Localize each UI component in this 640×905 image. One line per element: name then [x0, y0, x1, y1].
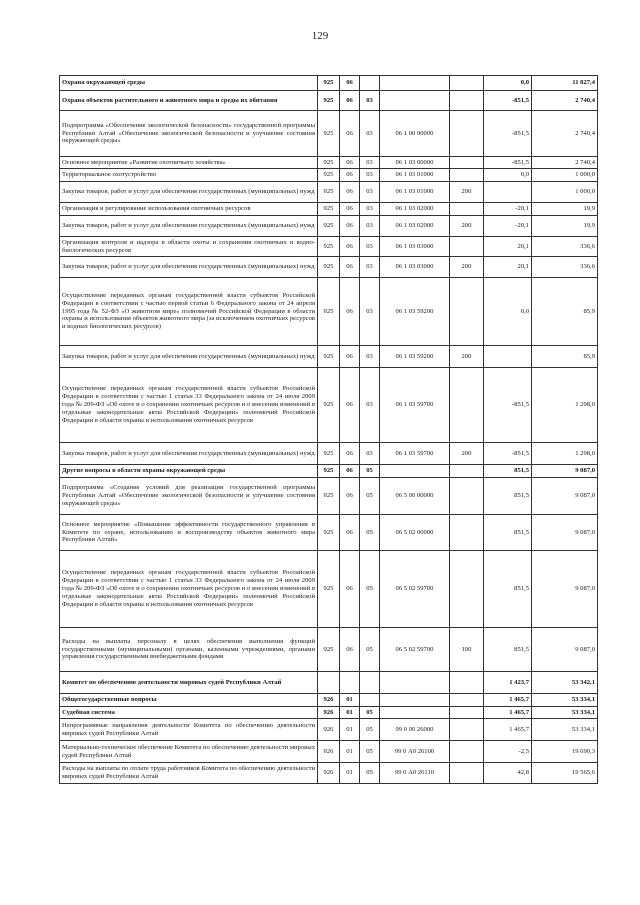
cell-expense-type: [450, 719, 484, 741]
table-row: [60, 278, 598, 346]
cell-total: 2 740,4: [532, 157, 598, 169]
cell-subsection: 03: [360, 237, 380, 257]
cell-section: 06: [340, 257, 360, 278]
cell-section: 06: [340, 216, 360, 237]
cell-target-article: 06 5 02 59700: [380, 628, 450, 672]
cell-change: -20,1: [484, 203, 532, 216]
table-row: [60, 478, 598, 515]
cell-total: 1 298,0: [532, 443, 598, 465]
cell-ministry: 926: [318, 719, 340, 741]
cell-change: [484, 346, 532, 368]
cell-change: -851,5: [484, 157, 532, 169]
cell-section: 06: [340, 278, 360, 346]
cell-change: 851,5: [484, 628, 532, 672]
cell-ministry: 925: [318, 551, 340, 628]
cell-section: 01: [340, 694, 360, 707]
cell-section: 01: [340, 763, 360, 784]
cell-section: 01: [340, 719, 360, 741]
cell-ministry: 925: [318, 346, 340, 368]
table-row: [60, 694, 598, 707]
table-row: [60, 628, 598, 672]
cell-expense-type: [450, 368, 484, 443]
cell-ministry: 926: [318, 741, 340, 763]
cell-change: -2,5: [484, 741, 532, 763]
cell-total: 19 565,6: [532, 763, 598, 784]
cell-name: Закупка товаров, работ и услуг для обеспечения государственных (муниципальных) нужд: [60, 257, 318, 278]
cell-ministry: 925: [318, 203, 340, 216]
cell-total: 9 087,0: [532, 628, 598, 672]
cell-name: Охрана окружающей среды: [60, 76, 318, 91]
cell-subsection: 05: [360, 719, 380, 741]
table-row: [60, 257, 598, 278]
cell-target-article: 06 1 03 59200: [380, 278, 450, 346]
cell-total: 85,9: [532, 278, 598, 346]
cell-expense-type: 100: [450, 628, 484, 672]
cell-change: -851,5: [484, 111, 532, 157]
cell-subsection: 03: [360, 278, 380, 346]
cell-total: 53 342,1: [532, 672, 598, 694]
cell-ministry: 925: [318, 515, 340, 551]
cell-change: -20,1: [484, 216, 532, 237]
cell-expense-type: [450, 76, 484, 91]
cell-subsection: [360, 694, 380, 707]
cell-total: 19,9: [532, 203, 598, 216]
cell-change: 1 465,7: [484, 707, 532, 719]
cell-expense-type: 200: [450, 257, 484, 278]
table-row: [60, 203, 598, 216]
cell-section: 06: [340, 157, 360, 169]
cell-ministry: 925: [318, 111, 340, 157]
cell-subsection: 05: [360, 741, 380, 763]
cell-total: 53 334,1: [532, 707, 598, 719]
cell-change: 0,0: [484, 76, 532, 91]
cell-expense-type: [450, 741, 484, 763]
cell-name: Подпрограмма «Обеспечение экологической безопасности» государственной программы Республики Алтай «Обеспечение экологической безопасности и улучшение состояния окружающей среды»: [60, 111, 318, 157]
table-body: [60, 76, 598, 784]
cell-name: Комитет по обеспечению деятельности мировых судей Республики Алтай: [60, 672, 318, 694]
cell-subsection: 03: [360, 182, 380, 203]
cell-change: 851,5: [484, 478, 532, 515]
cell-subsection: [360, 672, 380, 694]
cell-expense-type: [450, 169, 484, 182]
cell-ministry: 925: [318, 76, 340, 91]
cell-total: 53 334,1: [532, 719, 598, 741]
cell-section: 06: [340, 515, 360, 551]
cell-section: 06: [340, 76, 360, 91]
cell-name: Осуществление переданных органам государственной власти субъектов Российской Федерации в соответствии с частью 1 статьи 33 Федерального закона от 24 июля 2009 года № 209-ФЗ «Об охоте и о сохранении охотничьих ресурсов и о внесении изменений в отдельные законодательные акты Российской Федерации» полномочий Российской Федерации в области охраны и использования охотничьих ресурсов: [60, 551, 318, 628]
cell-subsection: 03: [360, 368, 380, 443]
cell-ministry: 925: [318, 478, 340, 515]
cell-expense-type: 200: [450, 443, 484, 465]
cell-total: 1 298,0: [532, 368, 598, 443]
cell-target-article: 06 5 02 00000: [380, 515, 450, 551]
cell-target-article: 06 1 03 59200: [380, 346, 450, 368]
table-row: [60, 515, 598, 551]
cell-change: [484, 182, 532, 203]
cell-expense-type: [450, 465, 484, 478]
cell-change: -851,5: [484, 91, 532, 111]
cell-subsection: 03: [360, 169, 380, 182]
table-row: [60, 741, 598, 763]
cell-ministry: 926: [318, 707, 340, 719]
table-row: [60, 76, 598, 91]
cell-name: Основное мероприятие «Повышение эффективности государственного управления в Комитете по охране, использованию и воспроизводству объектов животного мира Республики Алтай»: [60, 515, 318, 551]
cell-expense-type: [450, 763, 484, 784]
cell-total: 9 087,0: [532, 465, 598, 478]
cell-change: 0,0: [484, 278, 532, 346]
cell-subsection: 03: [360, 443, 380, 465]
table-row: [60, 216, 598, 237]
cell-total: 19,9: [532, 216, 598, 237]
table-row: [60, 707, 598, 719]
cell-name: Закупка товаров, работ и услуг для обеспечения государственных (муниципальных) нужд: [60, 346, 318, 368]
table-row: [60, 237, 598, 257]
cell-target-article: 99 0 00 26000: [380, 719, 450, 741]
cell-section: 06: [340, 628, 360, 672]
table-row: [60, 763, 598, 784]
cell-change: 851,5: [484, 465, 532, 478]
cell-total: 9 087,0: [532, 515, 598, 551]
cell-expense-type: [450, 91, 484, 111]
cell-target-article: 06 1 03 03000: [380, 237, 450, 257]
cell-total: 9 087,0: [532, 478, 598, 515]
cell-ministry: 925: [318, 182, 340, 203]
cell-name: Организация контроля и надзора в области охоты и сохранения охотничьих и водно-биологических ресурсов: [60, 237, 318, 257]
cell-subsection: 05: [360, 763, 380, 784]
cell-name: Материально-техническое обеспечение Комитета по обеспечению деятельности мировых судей Республики Алтай: [60, 741, 318, 763]
cell-total: 19 690,3: [532, 741, 598, 763]
cell-subsection: 05: [360, 515, 380, 551]
table-row: [60, 157, 598, 169]
cell-name: Охрана объектов растительного и животного мира и среды их обитания: [60, 91, 318, 111]
cell-section: 01: [340, 741, 360, 763]
cell-total: 336,6: [532, 257, 598, 278]
cell-subsection: 03: [360, 111, 380, 157]
cell-section: 06: [340, 465, 360, 478]
cell-name: Закупка товаров, работ и услуг для обеспечения государственных (муниципальных) нужд: [60, 443, 318, 465]
cell-total: 85,9: [532, 346, 598, 368]
table-row: [60, 368, 598, 443]
cell-total: 1 000,0: [532, 182, 598, 203]
cell-target-article: 06 1 00 00000: [380, 111, 450, 157]
cell-subsection: 05: [360, 551, 380, 628]
cell-target-article: 06 1 03 00000: [380, 157, 450, 169]
cell-expense-type: [450, 237, 484, 257]
cell-target-article: 06 1 03 02000: [380, 216, 450, 237]
cell-section: 06: [340, 111, 360, 157]
cell-expense-type: 200: [450, 182, 484, 203]
table-row: [60, 719, 598, 741]
cell-name: Закупка товаров, работ и услуг для обеспечения государственных (муниципальных) нужд: [60, 182, 318, 203]
cell-change: -851,5: [484, 443, 532, 465]
cell-target-article: 06 1 03 01000: [380, 169, 450, 182]
cell-change: 851,5: [484, 515, 532, 551]
cell-change: 1 423,7: [484, 672, 532, 694]
cell-change: 1 465,7: [484, 719, 532, 741]
cell-section: 06: [340, 91, 360, 111]
cell-change: 20,1: [484, 257, 532, 278]
cell-ministry: 926: [318, 763, 340, 784]
cell-ministry: 925: [318, 237, 340, 257]
cell-ministry: 925: [318, 278, 340, 346]
cell-ministry: 925: [318, 169, 340, 182]
cell-subsection: 03: [360, 257, 380, 278]
cell-ministry: 925: [318, 368, 340, 443]
cell-subsection: 03: [360, 216, 380, 237]
cell-expense-type: 200: [450, 346, 484, 368]
table-row: [60, 465, 598, 478]
cell-total: 1 000,0: [532, 169, 598, 182]
cell-expense-type: [450, 278, 484, 346]
cell-name: Подпрограмма «Создание условий для реализации государственной программы Республики Алтай «Обеспечение экологической безопасности и улучшение состояния окружающей среды»: [60, 478, 318, 515]
cell-change: 20,1: [484, 237, 532, 257]
cell-expense-type: [450, 157, 484, 169]
cell-total: 53 334,1: [532, 694, 598, 707]
cell-expense-type: [450, 672, 484, 694]
cell-section: 06: [340, 203, 360, 216]
cell-target-article: [380, 91, 450, 111]
cell-name: Общегосударственные вопросы: [60, 694, 318, 707]
cell-ministry: 925: [318, 628, 340, 672]
cell-target-article: 06 1 03 59700: [380, 368, 450, 443]
cell-target-article: 06 5 00 00000: [380, 478, 450, 515]
cell-total: 11 827,4: [532, 76, 598, 91]
cell-target-article: [380, 707, 450, 719]
cell-name: Судебная система: [60, 707, 318, 719]
cell-section: 06: [340, 182, 360, 203]
cell-name: Территориальное охотустройство: [60, 169, 318, 182]
cell-ministry: 926: [318, 694, 340, 707]
cell-expense-type: 200: [450, 216, 484, 237]
cell-name: Непрограммные направления деятельности Комитета по обеспечению деятельности мировых судей Республики Алтай: [60, 719, 318, 741]
cell-ministry: [318, 672, 340, 694]
cell-target-article: [380, 672, 450, 694]
cell-target-article: 06 1 03 59700: [380, 443, 450, 465]
cell-target-article: [380, 76, 450, 91]
cell-ministry: 925: [318, 257, 340, 278]
cell-total: 2 740,4: [532, 111, 598, 157]
cell-name: Расходы на выплаты по оплате труда работников Комитета по обеспечению деятельности мировых судей Республики Алтай: [60, 763, 318, 784]
table-row: [60, 182, 598, 203]
cell-target-article: 99 0 А0 26100: [380, 741, 450, 763]
cell-expense-type: [450, 478, 484, 515]
cell-target-article: 06 5 02 59700: [380, 551, 450, 628]
cell-change: 0,0: [484, 169, 532, 182]
cell-section: 01: [340, 707, 360, 719]
table-row: [60, 346, 598, 368]
cell-expense-type: [450, 111, 484, 157]
cell-name: Расходы на выплаты персоналу в целях обеспечения выполнения функций государственными (муниципальными) органами, казенными учреждениями, органами управления государственными внебюджетными фондами: [60, 628, 318, 672]
table-row: [60, 672, 598, 694]
cell-section: 06: [340, 169, 360, 182]
cell-expense-type: [450, 707, 484, 719]
cell-ministry: 925: [318, 216, 340, 237]
budget-table: [59, 75, 598, 784]
cell-target-article: 06 1 03 02000: [380, 203, 450, 216]
table-row: [60, 111, 598, 157]
cell-subsection: 05: [360, 707, 380, 719]
cell-name: Другие вопросы в области охраны окружающей среды: [60, 465, 318, 478]
cell-expense-type: [450, 203, 484, 216]
cell-subsection: 03: [360, 203, 380, 216]
cell-target-article: [380, 694, 450, 707]
cell-name: Основное мероприятие «Развитие охотничьего хозяйства»: [60, 157, 318, 169]
cell-section: 06: [340, 237, 360, 257]
cell-name: Закупка товаров, работ и услуг для обеспечения государственных (муниципальных) нужд: [60, 216, 318, 237]
cell-section: 06: [340, 443, 360, 465]
table-row: [60, 169, 598, 182]
cell-expense-type: [450, 551, 484, 628]
cell-subsection: 05: [360, 478, 380, 515]
cell-subsection: 05: [360, 465, 380, 478]
cell-name: Осуществление переданных органам государственной власти субъектов Российской Федерации в соответствии с частью 1 статьи 33 Федерального закона от 24 июля 2009 года № 209-ФЗ «Об охоте и о сохранении охотничьих ресурсов и о внесении изменений в отдельные законодательные акты Российской Федерации» полномочий Российской Федерации в области охраны и использования охотничьих ресурсов: [60, 368, 318, 443]
cell-total: 9 087,0: [532, 551, 598, 628]
cell-section: 06: [340, 346, 360, 368]
cell-subsection: 03: [360, 157, 380, 169]
cell-target-article: 06 1 03 03000: [380, 257, 450, 278]
cell-subsection: [360, 76, 380, 91]
table-row: [60, 443, 598, 465]
cell-section: [340, 672, 360, 694]
cell-ministry: 925: [318, 465, 340, 478]
cell-name: Осуществление переданных органам государственной власти субъектов Российской Федерации в соответствии с частью первой статьи 6 Федерального закона от 24 апреля 1995 года № 52-ФЗ «О животном мире» полномочий Российской Федерации в области охраны и использования объектов животного мира (за исключением охотничьих ресурсов и водных биологических ресурсов): [60, 278, 318, 346]
cell-ministry: 925: [318, 91, 340, 111]
cell-section: 06: [340, 551, 360, 628]
cell-subsection: 03: [360, 346, 380, 368]
cell-change: -851,5: [484, 368, 532, 443]
cell-subsection: 05: [360, 628, 380, 672]
cell-change: 42,8: [484, 763, 532, 784]
cell-name: Организация и регулирование использования охотничьих ресурсов: [60, 203, 318, 216]
table-row: [60, 551, 598, 628]
cell-target-article: [380, 465, 450, 478]
cell-target-article: 99 0 А0 26110: [380, 763, 450, 784]
cell-section: 06: [340, 478, 360, 515]
cell-total: 336,6: [532, 237, 598, 257]
table-row: [60, 91, 598, 111]
cell-subsection: 03: [360, 91, 380, 111]
cell-expense-type: [450, 515, 484, 551]
page-number: 129: [311, 30, 329, 42]
cell-section: 06: [340, 368, 360, 443]
cell-ministry: 925: [318, 157, 340, 169]
cell-expense-type: [450, 694, 484, 707]
cell-change: 1 465,7: [484, 694, 532, 707]
cell-target-article: 06 1 03 01000: [380, 182, 450, 203]
cell-total: 2 740,4: [532, 91, 598, 111]
cell-change: 851,5: [484, 551, 532, 628]
cell-ministry: 925: [318, 443, 340, 465]
